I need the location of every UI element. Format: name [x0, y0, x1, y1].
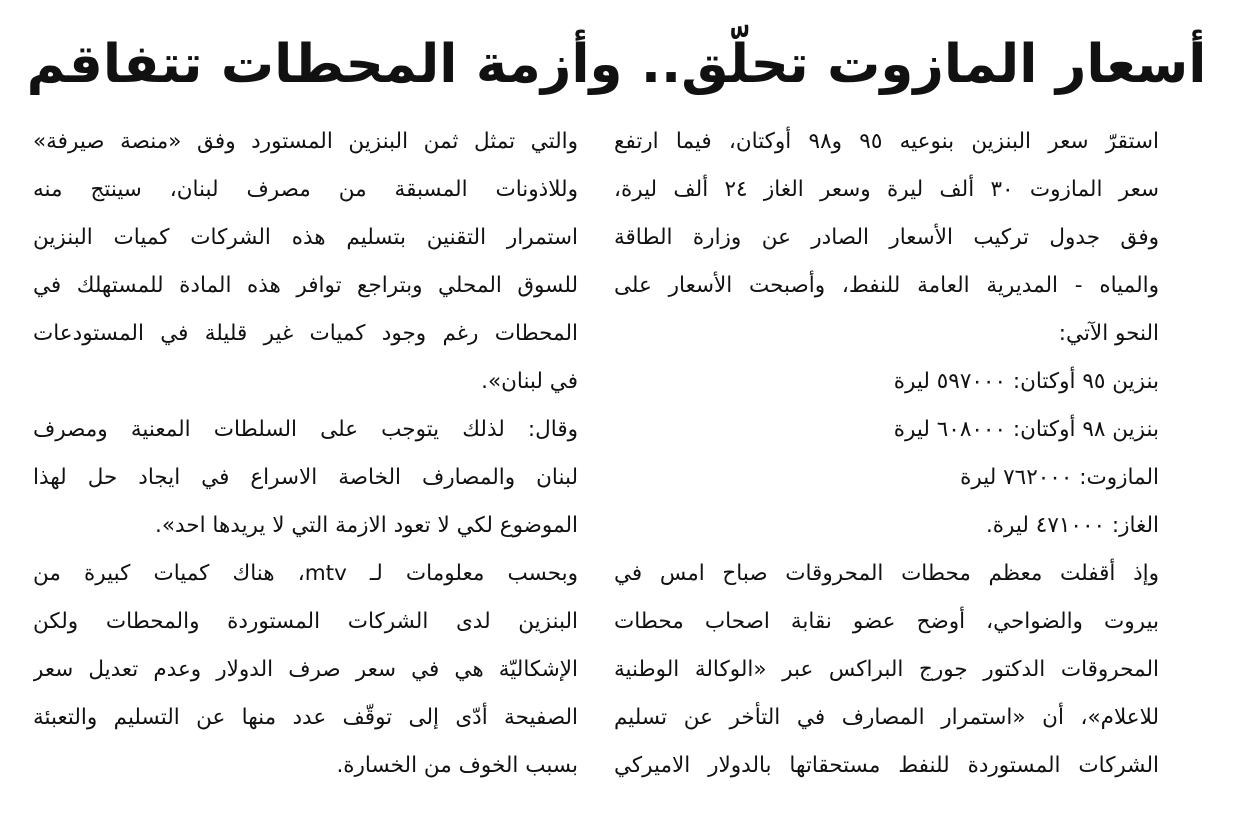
text-line: لبنان والمصارف الخاصة الاسراع في ايجاد حل لهذا	[33, 465, 578, 490]
text-line: المحطات رغم وجود كميات غير قليلة في المستودعات	[33, 321, 578, 346]
price-line-petrol-95: بنزين ٩٥ أوكتان: ٥٩٧٠٠٠ ليرة	[893, 369, 1159, 394]
right-column	[614, 118, 1159, 790]
text-line: للاعلام»، أن «استمرار المصارف في التأخر عن تسليم	[614, 705, 1159, 730]
text-line: الإشكاليّة هي في سعر صرف الدولار وعدم تعديل سعر	[33, 657, 578, 682]
text-line: الشركات المستوردة للنفط مستحقاتها بالدولار الاميركي	[614, 753, 1159, 778]
text-line: الصفيحة أدّى إلى توقّف عدد منها عن التسليم والتعبئة	[33, 705, 578, 730]
text-line: النحو الآتي:	[1058, 321, 1159, 346]
text-line: سعر المازوت ٣٠ ألف ليرة وسعر الغاز ٢٤ ألف ليرة،	[614, 177, 1159, 202]
text-line: بيروت والضواحي، أوضح عضو نقابة اصحاب محطات	[614, 609, 1159, 634]
text-line: المحروقات الدكتور جورج البراكس عبر «الوكالة الوطنية	[614, 657, 1159, 682]
price-line-diesel: المازوت: ٧٦٢٠٠٠ ليرة	[960, 465, 1159, 490]
text-line: وللاذونات المسبقة من مصرف لبنان، سينتج منه	[33, 177, 578, 202]
text-line: في لبنان».	[481, 369, 578, 394]
price-line-petrol-98: بنزين ٩٨ أوكتان: ٦٠٨٠٠٠ ليرة	[893, 417, 1159, 442]
text-line: والمياه - المديرية العامة للنفط، وأصبحت الأسعار على	[614, 273, 1159, 298]
text-line: استقرّ سعر البنزين بنوعيه ٩٥ و٩٨ أوكتان، فيما ارتفع	[614, 129, 1159, 154]
text-line: والتي تمثل ثمن البنزين المستورد وفق «منصة صيرفة»	[33, 129, 578, 154]
text-line: البنزين لدى الشركات المستوردة والمحطات ولكن	[33, 609, 578, 634]
headline: أسعار المازوت تحلّق.. وأزمة المحطات تتفاقم	[26, 34, 1207, 95]
text-line: للسوق المحلي وبتراجع توافر هذه المادة للمستهلك في	[33, 273, 578, 298]
text-line: وبحسب معلومات لـ mtv، هناك كميات كبيرة من	[33, 561, 578, 586]
text-line: وإذ أقفلت معظم محطات المحروقات صباح امس في	[614, 561, 1159, 586]
text-line: وفق جدول تركيب الأسعار الصادر عن وزارة الطاقة	[614, 225, 1159, 250]
text-line: بسبب الخوف من الخسارة.	[336, 753, 578, 778]
text-line: استمرار التقنين بتسليم هذه الشركات كميات البنزين	[33, 225, 578, 250]
text-line: وقال: لذلك يتوجب على السلطات المعنية ومصرف	[33, 417, 578, 442]
text-line: الموضوع لكي لا تعود الازمة التي لا يريدها احد».	[155, 513, 578, 538]
left-column	[33, 118, 578, 790]
price-line-gas: الغاز: ٤٧١٠٠٠ ليرة.	[985, 513, 1159, 538]
